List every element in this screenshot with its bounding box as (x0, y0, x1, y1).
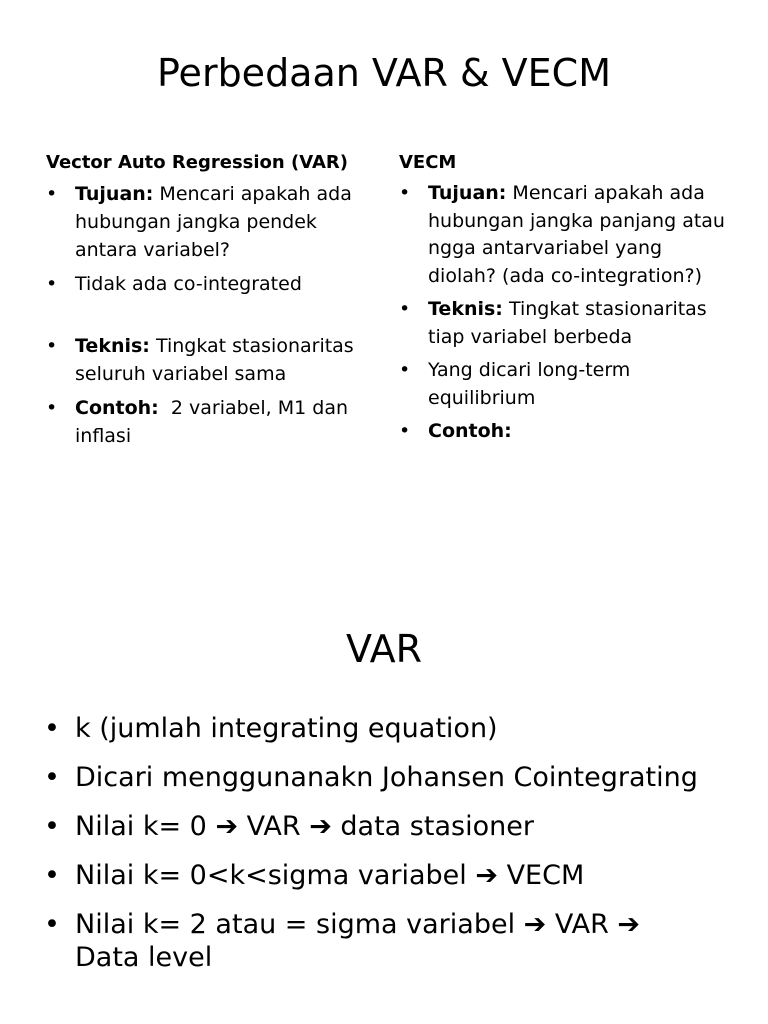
item-text: Data level (75, 942, 213, 973)
bullet-icon: • (399, 359, 411, 381)
bullet-icon: • (46, 183, 58, 205)
bullet-icon: • (44, 860, 60, 891)
bullet-icon: • (46, 397, 58, 419)
item-text: Nilai k= 0<k<sigma variabel (75, 860, 476, 891)
arrow-right-icon: ➔ (523, 909, 547, 940)
var-bullet-list (46, 180, 381, 450)
arrow-right-icon: ➔ (215, 811, 239, 842)
item-text: Mencari apakah ada hubungan jangka panjang atau ngga antarvariabel yang diolah? (ada co-integration?) (428, 182, 725, 287)
item-text: VAR (238, 811, 310, 842)
slide-var (0, 512, 768, 1024)
list-item (44, 712, 744, 745)
list-item (44, 859, 744, 892)
bullet-icon: • (44, 811, 60, 842)
item-label: Tujuan: (75, 183, 154, 205)
item-label: Teknis: (75, 335, 150, 357)
list-item (44, 761, 744, 794)
bullet-icon: • (399, 420, 411, 442)
item-text: data stasioner (331, 811, 534, 842)
vecm-column-heading: VECM (399, 152, 457, 173)
bullet-icon: • (46, 273, 58, 295)
list-item (44, 908, 744, 974)
arrow-right-icon: ➔ (475, 860, 498, 891)
item-label: Contoh: (428, 420, 512, 442)
bullet-icon: • (44, 713, 60, 744)
item-text: Nilai k= 0 (75, 811, 216, 842)
list-item (399, 296, 729, 351)
list-item (46, 180, 381, 264)
item-text: Yang dicari long-term equilibrium (428, 359, 631, 409)
list-item (46, 394, 381, 450)
item-text: Nilai k= 2 atau = sigma variabel (75, 909, 524, 940)
arrow-right-icon: ➔ (617, 909, 641, 940)
list-item (46, 332, 381, 388)
list-item (399, 180, 729, 290)
var-column (46, 150, 381, 456)
item-label: Teknis: (428, 298, 503, 320)
bullet-icon: • (399, 298, 411, 320)
item-text: 2 variabel, M1 dan inflasi (75, 397, 355, 447)
item-text: Dicari menggunanakn Johansen Cointegrating (75, 762, 698, 793)
item-text: Tingkat stasionaritas seluruh variabel sama (75, 335, 354, 385)
item-text: Mencari apakah ada hubungan jangka pendek antara variabel? (75, 183, 352, 261)
item-label: Tujuan: (428, 182, 507, 204)
item-text: VAR (546, 909, 618, 940)
bullet-icon: • (44, 909, 60, 940)
var-column-heading: Vector Auto Regression (VAR) (46, 152, 348, 173)
slide-title: VAR (346, 627, 422, 671)
list-item (399, 418, 729, 446)
list-item (46, 270, 381, 298)
bullet-icon: • (399, 182, 411, 204)
arrow-right-icon: ➔ (309, 811, 332, 842)
list-item (44, 810, 744, 843)
slide-title: Perbedaan VAR & VECM (157, 51, 611, 95)
vecm-column (399, 150, 729, 452)
vecm-bullet-list (399, 180, 729, 446)
var-bullet-list (44, 712, 744, 990)
list-item (399, 357, 729, 412)
item-text: k (jumlah integrating equation) (75, 713, 498, 744)
item-label: Contoh: (75, 397, 159, 419)
item-text: Tidak ada co-integrated (75, 273, 302, 295)
item-text: Tingkat stasionaritas tiap variabel berbeda (428, 298, 707, 348)
bullet-icon: • (44, 762, 60, 793)
item-text: VECM (498, 860, 585, 891)
bullet-icon: • (46, 335, 58, 357)
